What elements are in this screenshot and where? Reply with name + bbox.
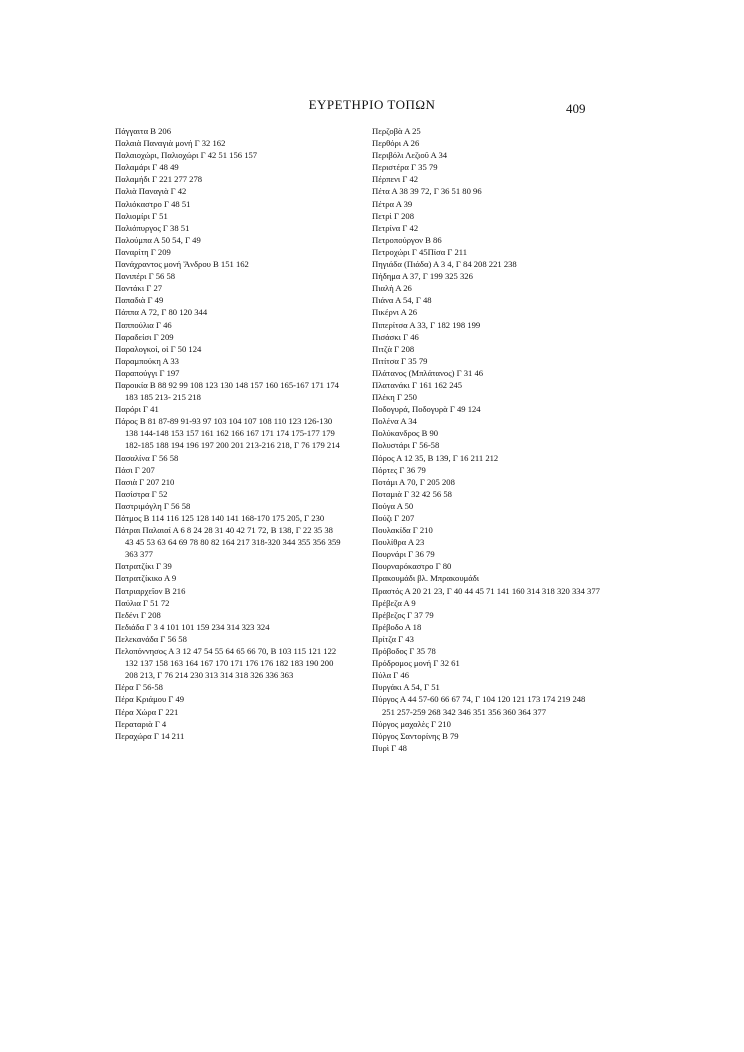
index-entry: Πούγα Α 50: [372, 500, 414, 511]
index-entry: Πεδιάδα Γ 3 4 101 101 159 234 314 323 324: [115, 621, 270, 632]
index-entry: Παροικία Β 88 92 99 108 123 130 148 157 160 165-167 171 174 183 185 213- 215 218: [115, 379, 339, 403]
index-entry: Πουρνάρι Γ 36 79: [372, 549, 435, 560]
index-entry: Παραμπούκη Α 33: [115, 355, 179, 366]
index-column-left: [115, 125, 343, 742]
index-entry: Πρόβοδος Γ 35 78: [372, 646, 436, 657]
index-entry: Πάτμος Β 114 116 125 128 140 141 168-170 175 205, Γ 230: [115, 513, 325, 523]
index-entry: Περαταριὰ Γ 4: [115, 718, 167, 729]
index-entry: Παππούλια Γ 46: [115, 319, 172, 330]
index-entry: Πάππα Α 72, Γ 80 120 344: [115, 307, 208, 318]
index-entry: Πήδημα Α 37, Γ 199 325 326: [372, 271, 473, 282]
index-entry: Πάτραι Παλαιαί Α 6 8 24 28 31 40 42 71 72, Β 138, Γ 22 35 38 43 45 53 63 64 69 78 80 82 164 217 318-320 344 355 356 359 363 377: [115, 525, 341, 560]
index-entry: Πόρτες Γ 36 79: [372, 464, 426, 475]
index-entry: Πανάχραντος μονή Ἄνδρου Β 151 162: [115, 259, 249, 270]
index-entry: Παραδείσι Γ 209: [115, 331, 174, 342]
index-entry: Πούζι Γ 207: [372, 513, 415, 523]
index-entry: Πρακουμάδι βλ. Μπρακουμάδι: [372, 573, 480, 584]
index-entry: Πόρος Α 12 35, Β 139, Γ 16 211 212: [372, 452, 499, 463]
index-entry: Πρίτζα Γ 43: [372, 633, 414, 644]
index-entry: Παρόρι Γ 41: [115, 404, 159, 415]
index-entry: Πιάνα Α 54, Γ 48: [372, 295, 432, 306]
index-entry: Παύλια Γ 51 72: [115, 597, 170, 608]
index-entry: Πασίστρα Γ 52: [115, 488, 168, 499]
index-entry: Πύργος Σαντορίνης Β 79: [372, 730, 459, 741]
index-entry: Πρέβεζος Γ 37 79: [372, 609, 434, 620]
index-entry: Περιστέρα Γ 35 79: [372, 162, 438, 173]
index-entry: Περιβόλι Λεζιοῦ Α 34: [372, 150, 448, 161]
index-entry: Πασιὰ Γ 207 210: [115, 476, 175, 487]
index-entry: Πρέβεζα Α 9: [372, 597, 416, 608]
index-entry: Πετρίνα Γ 42: [372, 222, 419, 233]
index-entry: Παναρίτη Γ 209: [115, 246, 171, 257]
page-number: 409: [566, 101, 586, 116]
index-entry: Παλαμήδι Γ 221 277 278: [115, 174, 203, 185]
index-entry: Πολύκανδρος Β 90: [372, 428, 439, 439]
index-entry: Παπαδιὰ Γ 49: [115, 295, 164, 306]
index-entry: Πατρατζίκι Γ 39: [115, 561, 172, 572]
index-entry: Πολένα Α 34: [372, 416, 417, 427]
index-entry: Πιτζὰ Γ 208: [372, 343, 415, 354]
index-entry: Πέτα Α 38 39 72, Γ 36 51 80 96: [372, 186, 482, 197]
index-entry: Πουλακίδα Γ 210: [372, 525, 433, 536]
index-entry: Πιτίτσα Γ 35 79: [372, 355, 428, 366]
index-entry: Παλιομίρι Γ 51: [115, 210, 168, 221]
index-entry: Πύλα Γ 46: [372, 670, 409, 681]
index-entry: Πελοπόννησος Α 3 12 47 54 55 64 65 66 70, Β 103 115 121 122 132 137 158 163 164 167 170 171 176 176 182 183 190 200 208 213, Γ 76 214 230 313 314 318 326 336 363: [115, 646, 337, 681]
index-entry: Πισάσκι Γ 46: [372, 331, 419, 342]
index-entry: Πέρα Χώρα Γ 221: [115, 706, 179, 717]
index-column-right: [372, 125, 600, 754]
index-entry: Περζοβὰ Α 25: [372, 126, 421, 136]
index-entry: Περθόρι Α 26: [372, 138, 420, 149]
index-entry: Πάσι Γ 207: [115, 464, 155, 475]
index-entry: Πολυστάρι Γ 56-58: [372, 440, 440, 451]
index-entry: Πέρπενι Γ 42: [372, 174, 419, 185]
index-entry: Πλέκη Γ 250: [372, 392, 417, 403]
index-entry: Πετροχώρι Γ 45Πίσα Γ 211: [372, 246, 468, 257]
index-entry: Πανιπέρι Γ 56 58: [115, 271, 176, 282]
index-entry: Πασαλίνα Γ 56 58: [115, 452, 179, 463]
index-entry: Ποτάμι Α 70, Γ 205 208: [372, 476, 455, 487]
index-entry: Πουρναρόκαστρο Γ 80: [372, 561, 452, 572]
index-entry: Πύργος Α 44 57-60 66 67 74, Γ 104 120 121 173 174 219 248 251 257-259 268 342 346 351 356 360 364 377: [372, 694, 586, 717]
index-entry: Ποδογυρά, Ποδογυρὰ Γ 49 124: [372, 404, 481, 415]
index-entry: Παραλογκοί, οἱ Γ 50 124: [115, 343, 202, 354]
index-entry: Παλιόπυργος Γ 38 51: [115, 222, 190, 233]
index-entry: Πικέρνι Α 26: [372, 307, 418, 318]
index-entry: Πλάτανος (Μπλάτανος) Γ 31 46: [372, 367, 484, 378]
index-entry: Πυργάκι Α 54, Γ 51: [372, 682, 440, 693]
index-entry: Πατρατζίκικο Α 9: [115, 573, 177, 584]
index-entry: Παλιόκαστρο Γ 48 51: [115, 198, 191, 209]
index-entry: Πελεκανάδα Γ 56 58: [115, 633, 187, 644]
index-entry: Περαχώρα Γ 14 211: [115, 730, 185, 741]
index-entry: Παντάκι Γ 27: [115, 283, 163, 294]
index-entry: Παλούμπα Α 50 54, Γ 49: [115, 234, 201, 245]
index-entry: Πραστός Α 20 21 23, Γ 40 44 45 71 141 160 314 318 320 334 377: [372, 585, 600, 596]
index-entry: Πάρος Β 81 87-89 91-93 97 103 104 107 108 110 123 126-130 138 144-148 153 157 161 162 166 167 171 174 175-177 179 182-185 188 194 196 197 200 201 213-216 218, Γ 76 179 214: [115, 416, 340, 451]
index-entry: Πατριαρχεῖον Β 216: [115, 585, 186, 596]
index-entry: Πετροπούργον Β 86: [372, 234, 442, 245]
index-entry: Παστριμόγλη Γ 56 58: [115, 500, 191, 511]
index-entry: Παραπούγγι Γ 197: [115, 367, 180, 378]
index-entry: Πλατανάκι Γ 161 162 245: [372, 379, 463, 390]
index-entry: Πέρα Γ 56-58: [115, 682, 163, 693]
index-entry: Πιπερίτσα Α 33, Γ 182 198 199: [372, 319, 481, 330]
index-entry: Πρέβοδο Α 18: [372, 621, 422, 632]
index-entry: Πεδένι Γ 208: [115, 609, 161, 620]
index-entry: Πιαλὴ Α 26: [372, 283, 412, 294]
index-entry: Πέρα Κριάμου Γ 49: [115, 694, 185, 705]
index-entry: Παλαμάρι Γ 48 49: [115, 162, 179, 173]
index-entry: Πύργος μαχαλὲς Γ 210: [372, 718, 451, 729]
index-entry: Πυρὶ Γ 48: [372, 742, 407, 753]
index-entry: Παλαιοχώρι, Παλιοχώρι Γ 42 51 156 157: [115, 150, 258, 161]
index-entry: Ποταμιὰ Γ 32 42 56 58: [372, 488, 452, 499]
index-entry: Παλιὰ Παναγιὰ Γ 42: [115, 186, 187, 197]
index-entry: Πρόδρομος μονή Γ 32 61: [372, 658, 460, 669]
index-entry: Πηγιάδα (Πιάδα) Α 3 4, Γ 84 208 221 238: [372, 259, 517, 270]
index-entry: Πετρὶ Γ 208: [372, 210, 415, 221]
index-entry: Πέτρα Α 39: [372, 198, 413, 209]
index-entry: Παλαιὰ Παναγιὰ μονή Γ 32 162: [115, 138, 226, 149]
index-entry: Πάγγαιτα Β 206: [115, 126, 171, 136]
index-entry: Πουλίθρα Α 23: [372, 537, 425, 548]
page-title: ΕΥΡΕΤΗΡΙΟ ΤΟΠΩΝ: [308, 97, 436, 112]
